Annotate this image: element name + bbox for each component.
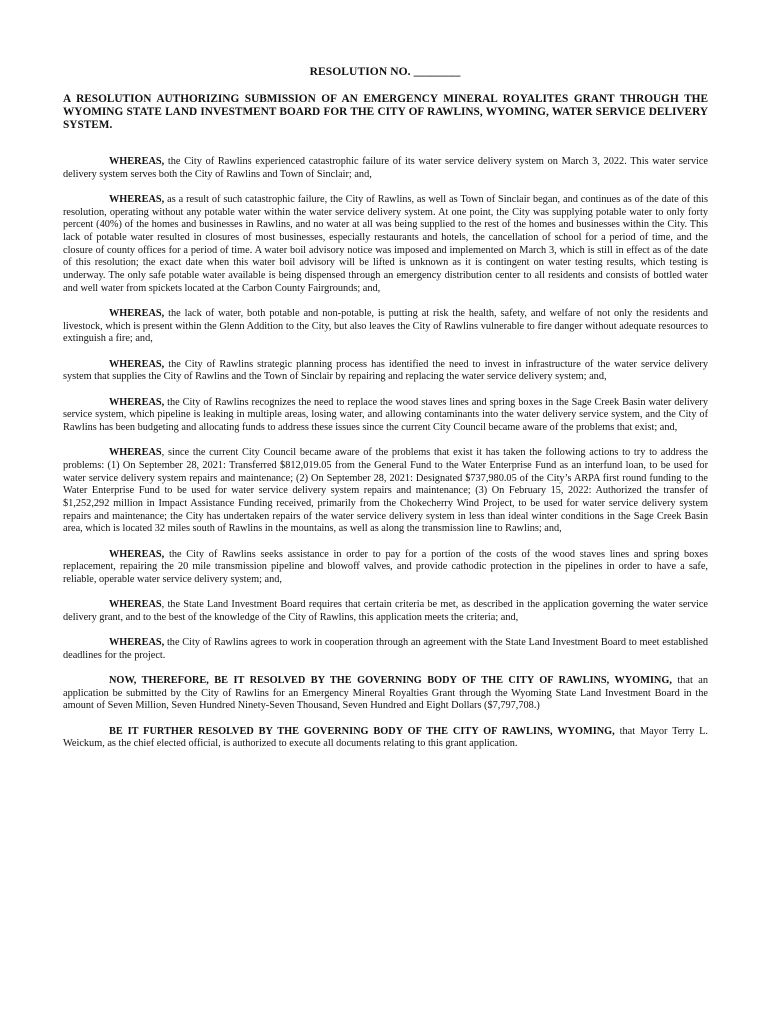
whereas-paragraph-3 xyxy=(63,308,708,346)
paragraph-lead: WHEREAS xyxy=(109,447,162,459)
paragraph-text: the lack of water, both potable and non-potable, is putting at risk the health, safety, and welfare of not only the residents and livestock, which is present within the Glenn Addition to the City, but also leaves the City of Rawlins vulnerable to fire danger without adequate resources to extinguish a fire; and, xyxy=(63,308,708,345)
paragraph-text: the City of Rawlins strategic planning process has identified the need to invest in infrastructure of the water service delivery system that supplies the City of Rawlins and the Town of Sinclair by repairing and replacing the water service delivery system; and, xyxy=(63,358,708,383)
paragraph-lead: WHEREAS, xyxy=(109,156,165,167)
paragraph-lead: WHEREAS xyxy=(109,599,162,611)
whereas-paragraph-6 xyxy=(63,447,708,536)
paragraph-lead: WHEREAS, xyxy=(109,396,165,408)
resolved-paragraph xyxy=(63,675,708,713)
whereas-paragraph-8 xyxy=(63,599,708,624)
paragraph-text: the City of Rawlins recognizes the need to replace the wood staves lines and spring boxes in the Sage Creek Basin water delivery service system, which pipeline is leaking in multiple areas, losing water, and allowing contaminants into the water delivery service system, and the City of Rawlins has been budgeting and allocating funds to address these issues since the current City Council became aware of the problems that exist; and, xyxy=(63,396,708,433)
whereas-paragraph-9 xyxy=(63,637,708,662)
resolution-body xyxy=(63,156,708,764)
paragraph-lead: WHEREAS, xyxy=(109,193,165,205)
paragraph-lead: WHEREAS, xyxy=(109,548,165,560)
whereas-paragraph-1 xyxy=(63,156,708,181)
paragraph-lead: WHEREAS, xyxy=(109,358,165,370)
paragraph-text: that an application be submitted by the City of Rawlins for an Emergency Mineral Royalties Grant through the Wyoming State Land Investment Board in the amount of Seven Million, Seven Hundred Ninety-Seven Thousand, Seven Hundred and Eight Dollars ($7,797,708.) xyxy=(63,675,708,712)
paragraph-lead: BE IT FURTHER RESOLVED BY THE GOVERNING BODY OF THE CITY OF RAWLINS, WYOMING, xyxy=(109,725,615,737)
whereas-paragraph-5 xyxy=(63,397,708,435)
further-resolved-paragraph xyxy=(63,726,708,751)
paragraph-text: the City of Rawlins experienced catastrophic failure of its water service delivery system on March 3, 2022. This water service delivery system serves both the City of Rawlins and Town of Sinclair; and, xyxy=(63,156,708,180)
whereas-paragraph-4 xyxy=(63,359,708,384)
paragraph-text: as a result of such catastrophic failure, the City of Rawlins, as well as Town of Sinclair began, and continues as of the date of this resolution, operating without any potable water within the water service delivery system. At one point, the City was supplying potable water to only forty percent (40%) of the homes and businesses in Rawlins, and no water at all was being supplied to the rest of the homes and businesses within the City. This lack of potable water resulted in closures of most businesses, especially restaurants and hotels, the cancellation of school for a period of time, and the closure of county offices for a period of time. A water boil advisory notice was imposed and implemented on March 3, which is still in effect as of the date of this resolution; the exact date when this water boil advisory will be lifted is unknown as it is contingent on water testing results, which testing is underway. The only safe potable water available is being dispensed through an emergency distribution center to all residents and consists of bottled water and well water from spickets located at the Carbon County Fairgrounds; and, xyxy=(63,193,708,294)
paragraph-text: the City of Rawlins agrees to work in cooperation through an agreement with the State Land Investment Board to meet established deadlines for the project. xyxy=(63,637,708,661)
paragraph-lead: NOW, THEREFORE, BE IT RESOLVED BY THE GOVERNING BODY OF THE CITY OF RAWLINS, WYOMING, xyxy=(109,675,672,686)
paragraph-text: , since the current City Council became aware of the problems that exist it has taken the following actions to try to address the problems: (1) On September 28, 2021: Transferred $812,019.05 from the General Fund to the Water Enterprise Fund as an interfund loan, to be used for water service delivery system repairs and maintenance; (2) On September 28, 2021: Designated $737,980.05 of the City’s ARPA first round funding to the Water Enterprise Fund to be used for water service delivery system repairs and maintenance; (3) On February 15, 2022: Authorized the transfer of $1,252,292 million in Impact Assistance Funding received, primarily from the Chokecherry Wind Project, to be used for water service delivery system repairs and maintenance; the City has undertaken repairs of the water service delivery system in less than ideal winter conditions in the Sage Creek Basin area, which is located 32 miles south of Rawlins in the mountains, as well as along the transmission line to Rawlins; and, xyxy=(63,447,708,535)
paragraph-text: that Mayor Terry L. Weickum, as the chief elected official, is authorized to execute all documents relating to this grant application. xyxy=(63,725,708,750)
paragraph-text: the City of Rawlins seeks assistance in order to pay for a portion of the costs of the wood staves lines and spring boxes replacement, repairing the 20 mile transmission pipeline and blowoff valves, and provide cathodic protection in the pipelines in order to have a safe, reliable, operable water service delivery system; and, xyxy=(63,548,708,585)
whereas-paragraph-2 xyxy=(63,194,708,296)
paragraph-lead: WHEREAS, xyxy=(109,637,165,649)
paragraph-text: , the State Land Investment Board requires that certain criteria be met, as described in the application governing the water service delivery grant, and to the best of the knowledge of the City of Rawlins, this application meets the criteria; and, xyxy=(63,599,708,623)
whereas-paragraph-7 xyxy=(63,549,708,587)
resolution-number: RESOLUTION NO. ________ xyxy=(309,66,461,78)
paragraph-lead: WHEREAS, xyxy=(109,308,165,320)
resolution-title: A RESOLUTION AUTHORIZING SUBMISSION OF AN EMERGENCY MINERAL ROYALITES GRANT THROUGH THE WYOMING STATE LAND INVESTMENT BOARD FOR THE CITY OF RAWLINS, WYOMING, WATER SERVICE DELIVERY SYSTEM. xyxy=(63,93,708,131)
